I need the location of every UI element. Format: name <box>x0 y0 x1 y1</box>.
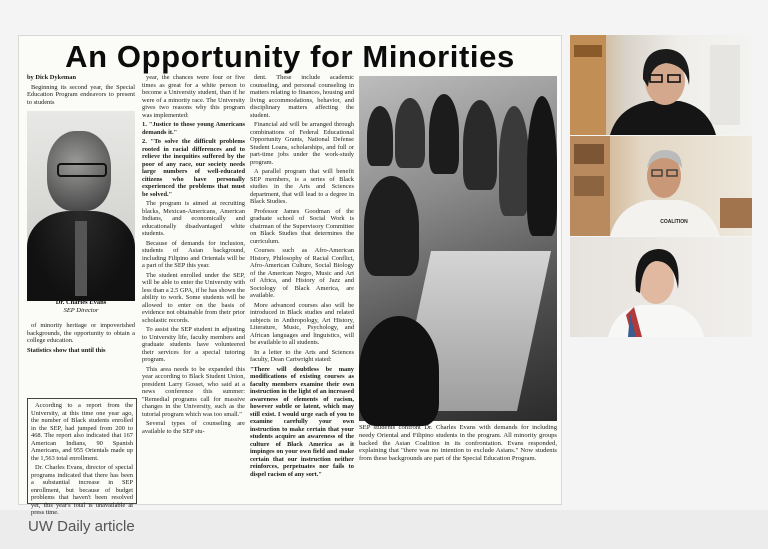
article-paragraph: of minority heritage or impoverished backgrounds, the opportunity to obtain a college education. <box>27 322 135 344</box>
slide-footer-label: UW Daily article <box>28 518 135 535</box>
portrait-caption-title: SEP Director <box>63 307 99 314</box>
article-headline: An Opportunity for Minorities <box>65 39 515 74</box>
article-paragraph: Courses such as Afro-American History, Philosophy of Racial Conflict, Afro-American Culture, Social Biology of the American Negro, Music and Art of Africa, and History of Jazz and Sociology of Black America, are available. <box>250 247 354 299</box>
article-paragraph: Because of demands for inclusion, students of Asian background, including Filipino and Orientals will be a part of the SEP this year. <box>142 239 245 269</box>
article-column-1-mid <box>27 322 135 396</box>
portrait-photo <box>27 111 135 296</box>
video-tile-participant-1[interactable] <box>570 35 752 135</box>
newspaper-clipping <box>18 35 562 516</box>
article-paragraph: To assist the SEP student in adjusting to University life, faculty members and graduate students have volunteered their services for a special tutoring program. <box>142 326 245 363</box>
article-column-3 <box>250 74 354 500</box>
photo-caption: SEP students confront Dr. Charles Evans with demands for including needy Oriental and Filipino students in the program. All minority groups backed the Asian Coalition in its confrontation. Evans responded, explaining that "there was no intention to exclude Asians." Now students from these backgrounds are part of the Special Education Program. <box>359 424 557 463</box>
article-paragraph: The program is aimed at recruiting blacks, Mexican-Americans, American Indians, and economically and educationally disadvantaged white students. <box>142 200 245 237</box>
video-tile-participant-2[interactable] <box>570 136 752 236</box>
article-paragraph: Beginning its second year, the Special Education Program endeavors to present to students <box>27 83 135 106</box>
article-paragraph: In a letter to the Arts and Sciences faculty, Dean Cartwright stated: <box>250 348 354 363</box>
article-byline: by Dick Dykeman <box>27 74 77 81</box>
news-photo <box>359 76 557 421</box>
statistics-box <box>27 398 137 516</box>
statistics-box-text <box>31 402 133 516</box>
article-paragraph: The student enrolled under the SEP, will be able to enter the University with less than a 2.5 GPA, if he has shown the ability to work. Some students will be allowed to enter on the basis of evidence not obtainable from their prior scholastic records. <box>142 271 245 324</box>
article-paragraph: More advanced courses also will be introduced in Black studies and related subjects in Anthropology, Art History, Literature, Music, Psychology, and African languages and linguistics, will be available to all students. <box>250 301 354 346</box>
article-paragraph: According to a report from the University, at this time one year ago, the number of Black students enrolled in the SEP, had jumped from 200 to 468. The report also indicated that 167 American Indians, 90 Spanish Americans, and 955 Orientals made up the 1,563 total enrollment. <box>31 402 133 462</box>
article-paragraph: This area needs to be expanded this year according to Black Student Union, president Larry Gosset, who said at a news conference this summer: "Remedial programs call for massive changes in the University, such as the tutorial program which was too small." <box>142 365 245 418</box>
article-column-1-top <box>27 74 135 110</box>
article-paragraph: 1. "Justice to those young Americans demands it." <box>142 121 245 136</box>
portrait-caption <box>27 299 135 315</box>
video-tile-participant-3[interactable] <box>570 237 752 337</box>
participant-video-feed <box>570 237 752 337</box>
portrait-caption-name: Dr. Charles Evans <box>55 299 107 306</box>
article-paragraph: Financial aid will be arranged through combinations of Federal Educational Opportunity Grants, National Defense Student Loans, scholarships, and full or part-time jobs under the work-study program. <box>250 121 354 166</box>
article-column-2 <box>142 74 245 500</box>
article-paragraph: Professor James Goodman of the graduate school of Social Work is chairman of the Supervisory Committee on Black Studies that determines the curriculum. <box>250 207 354 245</box>
participant-video-feed <box>570 35 752 135</box>
article-paragraph: Dr. Charles Evans, director of special programs indicated that there has been a substantial increase in SEP enrollment, but because of budget problems that haven't been resolved yet, this year's total is unavailable at press time. <box>31 464 133 516</box>
article-paragraph: "There will doubtless be many modifications of existing courses as faculty members examine their own instruction in the light of an increased awareness of elements of racism, however subtle or latent, which may still exist. I would urge each of you to examine carefully your own instruction to make certain that your students acquire an awareness of the culture of Black America as it impinges on your own field and make certain that our instruction neither reinforces, perpetuates nor fails to dispel racism of any sort." <box>250 365 354 478</box>
article-paragraph: 2. "To solve the difficult problems rooted in racial differences and to relieve the inequities suffered by the poor of any race, our society needs large numbers of well-educated citizens who have personally experienced the problems that must be solved." <box>142 138 245 198</box>
article-paragraph: year, the chances were four or five times as great for a white person to become a University student, than if he were of a minority race. The University gives two reasons why this program was implemented: <box>142 74 245 119</box>
article-paragraph: Statistics show that until this <box>27 346 106 354</box>
article-paragraph: dent. These include academic counseling, and personal counseling in matters relating to finances, housing and living accommodations, behavior, and disciplinary matters affecting the student. <box>250 74 354 119</box>
shirt-text: COALITION <box>660 219 688 225</box>
article-paragraph: Several types of counseling are available to the SEP stu- <box>142 420 245 435</box>
article-paragraph: A parallel program that will benefit SEP members, is a series of Black studies in the Arts and Sciences department, that will lead to a degree in Black Studies. <box>250 168 354 205</box>
